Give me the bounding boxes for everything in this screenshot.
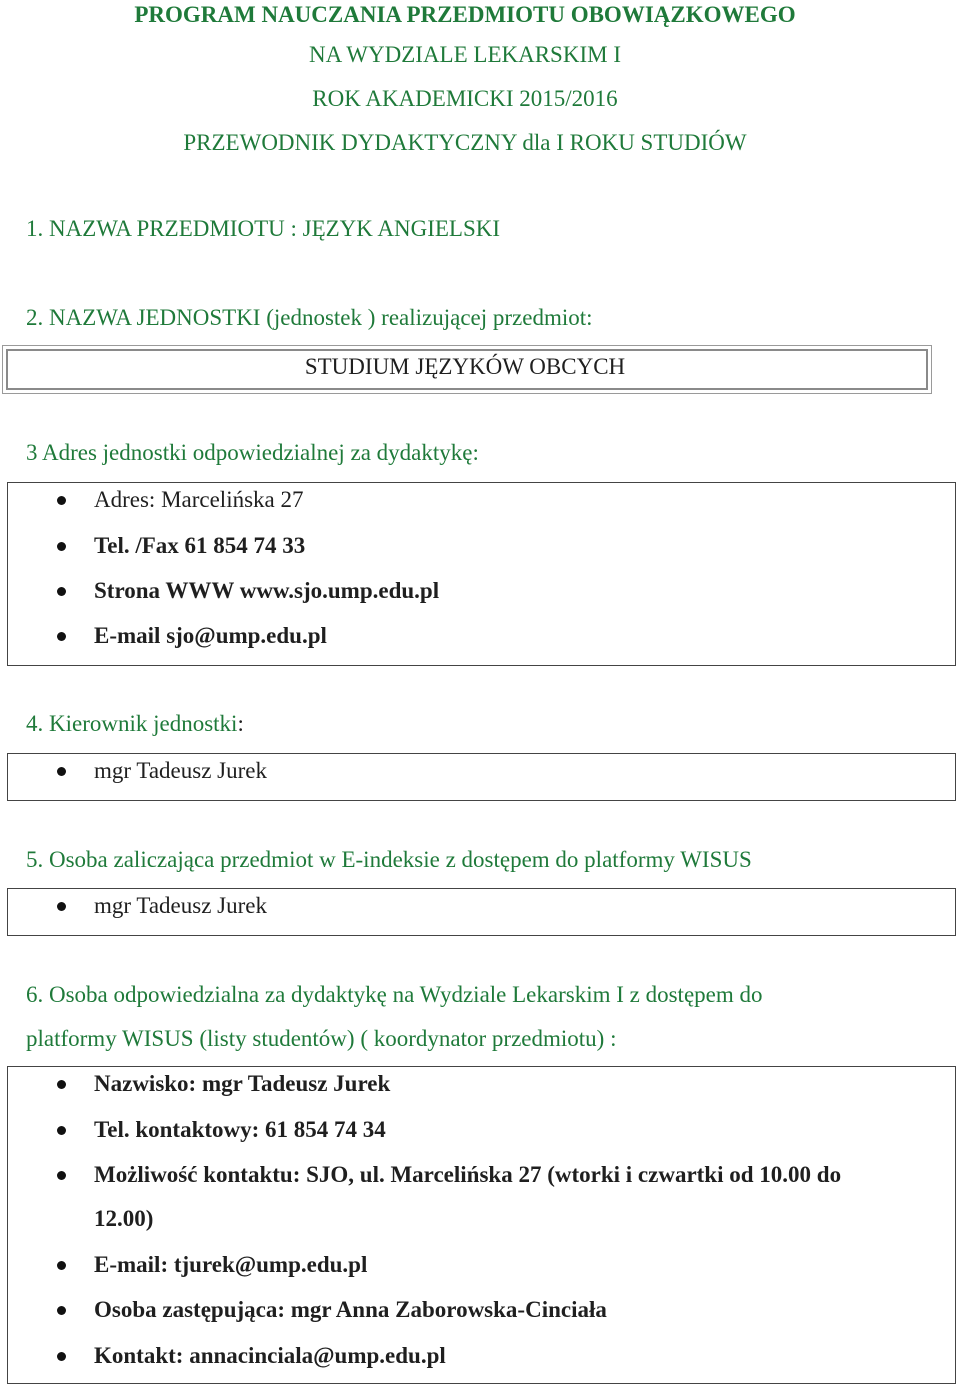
section-4-heading: 4. Kierownik jednostki: [26, 711, 238, 736]
contact-hours-line-1: Możliwość kontaktu: SJO, ul. Marcelińska 27 (wtorki i czwartki od 10.00 do: [94, 1162, 842, 1187]
doc-title-line-2: NA WYDZIALE LEKARSKIM I: [309, 42, 621, 67]
bullet-icon: [57, 767, 66, 776]
doc-title-line-3: ROK AKADEMICKI 2015/2016: [312, 86, 618, 111]
coordinator-name: Nazwisko: mgr Tadeusz Jurek: [94, 1071, 391, 1096]
address-item: Adres: Marcelińska 27: [94, 487, 304, 512]
grading-person-name: mgr Tadeusz Jurek: [94, 893, 267, 918]
deputy-name: Osoba zastępująca: mgr Anna Zaborowska-Cinciała: [94, 1297, 607, 1322]
bullet-icon: [57, 1306, 66, 1315]
bullet-icon: [57, 1261, 66, 1270]
contact-hours-line-2: 12.00): [94, 1206, 154, 1231]
section-2-heading: 2. NAZWA JEDNOSTKI (jednostek ) realizującej przedmiot:: [26, 305, 593, 330]
coordinator-email: E-mail: tjurek@ump.edu.pl: [94, 1252, 368, 1277]
bullet-icon: [57, 1352, 66, 1361]
section-5-heading: 5. Osoba zaliczająca przedmiot w E-indeksie z dostępem do platformy WISUS: [26, 847, 752, 872]
email-item: E-mail sjo@ump.edu.pl: [94, 623, 327, 648]
section-4-heading-row: [26, 709, 244, 739]
section-1-course-name: 1. NAZWA PRZEDMIOTU : JĘZYK ANGIELSKI: [26, 216, 501, 241]
section-6-heading-line-2: platformy WISUS (listy studentów) ( koordynator przedmiotu) :: [26, 1026, 617, 1051]
bullet-icon: [57, 1126, 66, 1135]
section-4-colon: :: [237, 711, 244, 736]
bullet-icon: [57, 902, 66, 911]
deputy-contact: Kontakt: annacinciala@ump.edu.pl: [94, 1343, 446, 1368]
bullet-icon: [57, 1080, 66, 1089]
bullet-icon: [57, 542, 66, 551]
section-6-heading-line-1: 6. Osoba odpowiedzialna za dydaktykę na Wydziale Lekarskim I z dostępem do: [26, 982, 763, 1007]
unit-head-name: mgr Tadeusz Jurek: [94, 758, 267, 783]
section-3-heading: 3 Adres jednostki odpowiedzialnej za dydaktykę:: [26, 440, 479, 465]
bullet-icon: [57, 1171, 66, 1180]
doc-title-line-1: PROGRAM NAUCZANIA PRZEDMIOTU OBOWIĄZKOWEGO: [134, 2, 796, 27]
bullet-icon: [57, 496, 66, 505]
coordinator-phone: Tel. kontaktowy: 61 854 74 34: [94, 1117, 386, 1142]
section-2-unit-name: STUDIUM JĘZYKÓW OBCYCH: [304, 354, 626, 379]
doc-title-line-4: PRZEWODNIK DYDAKTYCZNY dla I ROKU STUDIÓW: [183, 130, 747, 155]
bullet-icon: [57, 587, 66, 596]
website-item: Strona WWW www.sjo.ump.edu.pl: [94, 578, 440, 603]
bullet-icon: [57, 632, 66, 641]
phone-fax-item: Tel. /Fax 61 854 74 33: [94, 533, 306, 558]
